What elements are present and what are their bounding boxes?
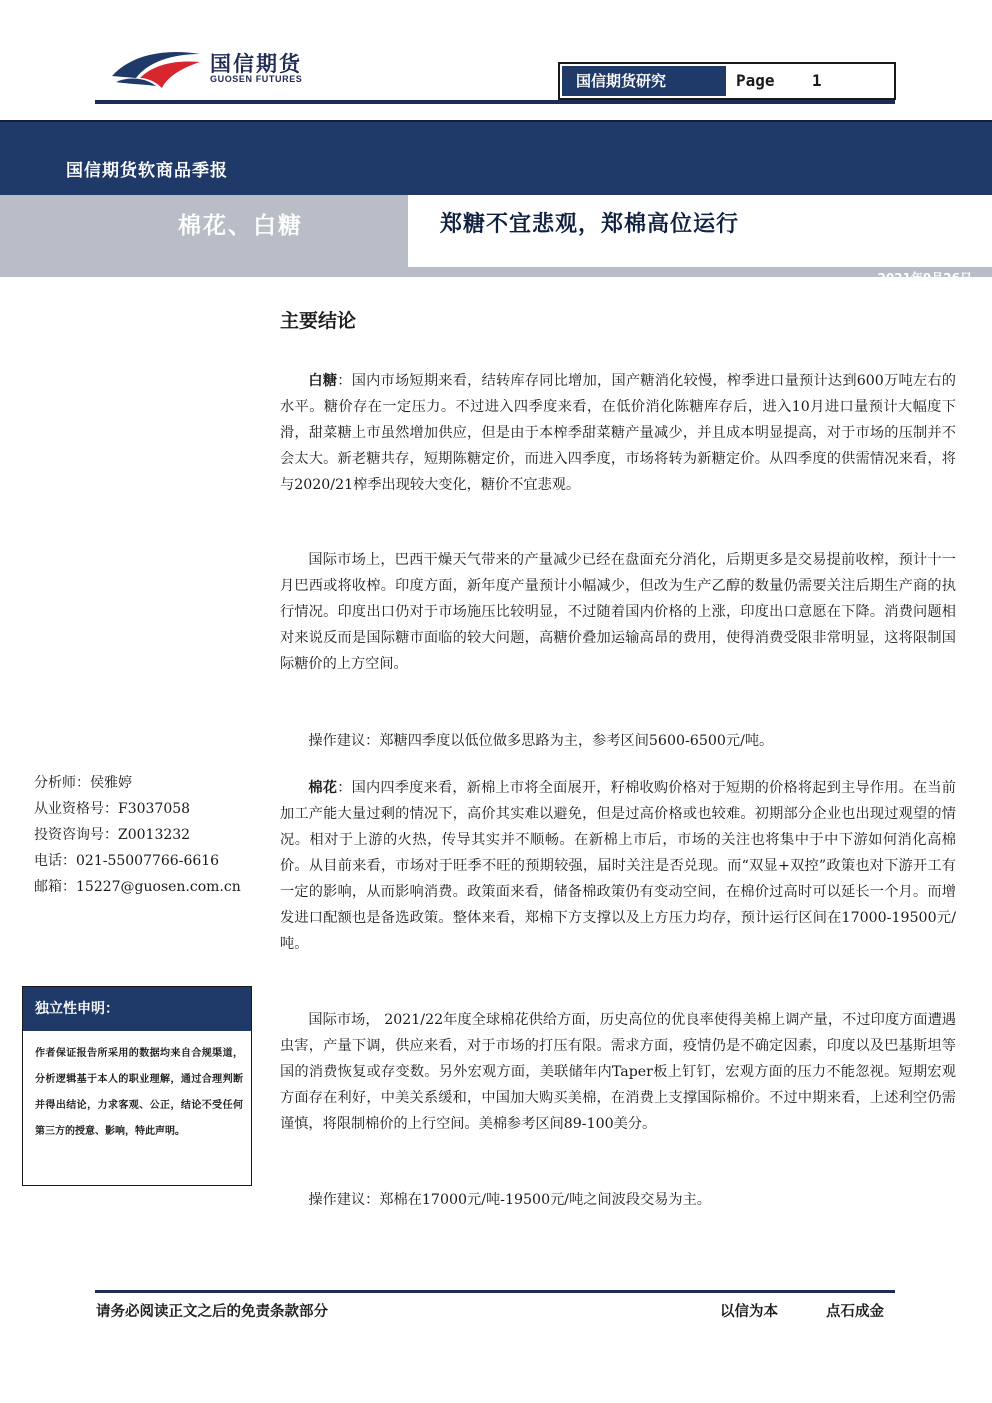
sugar-domestic-paragraph xyxy=(280,368,956,498)
sugar-international-paragraph: 国际市场上，巴西干燥天气带来的产量减少已经在盘面充分消化，后期更多是交易提前收榨，预计十一月巴西或将收榨。印度方面，新年度产量预计小幅减少，但改为生产乙醇的数量仍需要关注后期生产商的执行情况。印度出口仍对于市场施压比较明显，不过随着国内价格的上涨，印度出口意愿在下降。消费问题相对来说反而是国际糖市面临的较大问题，高糖价叠加运输高昂的费用，使得消费受限非常明显，这将限制国际糖价的上方空间。 xyxy=(280,552,956,672)
footer-motto-2: 点石成金 xyxy=(826,1303,884,1320)
sugar-label: 白糖 xyxy=(308,373,338,389)
declaration-text: 作者保证报告所采用的数据均来自合规渠道，分析逻辑基于本人的职业理解，通过合理判断并得出结论，力求客观、公正，结论不受任何第三方的授意、影响，特此声明。 xyxy=(35,1048,243,1137)
analyst-name: 分析师：侯雅婷 xyxy=(34,775,132,791)
analyst-license: 从业资格号：F3037058 xyxy=(34,801,191,817)
logo-name-en: GUOSEN FUTURES xyxy=(210,74,303,84)
cotton-international-paragraph: 国际市场， 2021/22年度全球棉花供给方面，历史高位的优良率使得美棉上调产量，不过印度方面遭遇虫害，产量下调，供应来看，对于市场的打压有限。需求方面，疫情仍是不确定因素，印度以及巴基斯坦等国的消费恢复或存变数。另外宏观方面，美联储年内Taper板上钉钉，宏观方面的压力不能忽视。短期宏观方面存在利好，中美关系缓和，中国加大购买美棉，在消费上支撑国际棉价。不过中期来看，上述利空仍需谨慎，将限制棉价的上行空间。美棉参考区间89-100美分。 xyxy=(280,1012,956,1132)
footer-rule xyxy=(95,1290,895,1293)
report-banner xyxy=(0,120,992,195)
report-category: 棉花、白糖 xyxy=(178,213,303,239)
cotton-label: 棉花 xyxy=(308,780,338,796)
cotton-domestic-text: ：国内四季度来看，新棉上市将全面展开，籽棉收购价格对于短期的价格将起到主导作用。在当前加工产能大量过剩的情况下，高价其实难以避免，但是过高价格或也较难。初期部分企业也出现过观望的情况。相对于上游的火热，传导其实并不顺畅。在新棉上市后，市场的关注也将集中于中下游如何消化高棉价。从目前来看，市场对于旺季不旺的预期较强，届时关注是否兑现。而“双显+双控”政策也对下游开工有一定的影响，从而影响消费。政策面来看，储备棉政策仍有变动空间，在棉价过高时可以延长一个月。而增发进口配额也是备选政策。整体来看，郑棉下方支撑以及上方压力均存，预计运行区间在17000-19500元/吨。 xyxy=(280,780,956,952)
cotton-domestic-paragraph xyxy=(280,775,956,957)
cotton-advice: 操作建议：郑棉在17000元/吨-19500元/吨之间波段交易为主。 xyxy=(308,1192,711,1208)
analyst-email: 邮箱：15227@guosen.com.cn xyxy=(34,879,241,895)
sugar-domestic-text: ：国内市场短期来看，结转库存同比增加，国产糖消化较慢，榨季进口量预计达到600万吨左右的水平。糖价存在一定压力。不过进入四季度来看，在低价消化陈糖库存后，进入10月进口量预计大幅度下滑，甜菜糖上市虽然增加供应，但是由于本榨季甜菜糖产量减少，并且成本明显提高，对于市场的压制并不会太大。新老糖共存，短期陈糖定价，而进入四季度，市场将转为新糖定价。从四季度的供需情况来看，将与2020/21榨季出现较大变化，糖价不宜悲观。 xyxy=(280,373,956,493)
section-heading: 主要结论 xyxy=(280,310,357,332)
report-date: 2021年9月26日 xyxy=(877,271,972,285)
analyst-info xyxy=(34,770,264,900)
report-title: 郑糖不宜悲观，郑棉高位运行 xyxy=(440,211,740,237)
header-section-label: 国信期货研究 xyxy=(562,66,726,96)
company-logo xyxy=(110,48,340,92)
page-indicator xyxy=(730,66,890,96)
declaration-heading: 独立性申明： xyxy=(23,987,251,1031)
analyst-phone: 电话：021-55007766-6616 xyxy=(34,853,220,869)
logo-name-cn: 国信期货 xyxy=(210,52,302,76)
page-label: Page xyxy=(736,71,775,90)
banner-title: 国信期货软商品季报 xyxy=(66,161,228,181)
disclaimer-notice: 请务必阅读正文之后的免责条款部分 xyxy=(96,1303,328,1320)
sugar-advice: 操作建议：郑糖四季度以低位做多思路为主，参考区间5600-6500元/吨。 xyxy=(308,733,774,749)
footer-motto-1: 以信为本 xyxy=(720,1303,778,1320)
header-rule xyxy=(95,100,895,104)
header-box xyxy=(558,62,896,100)
page-number: 1 xyxy=(811,71,822,90)
analyst-consult-number: 投资咨询号：Z0013232 xyxy=(34,827,191,843)
independence-declaration xyxy=(22,986,252,1186)
logo-mark-icon xyxy=(110,48,202,90)
